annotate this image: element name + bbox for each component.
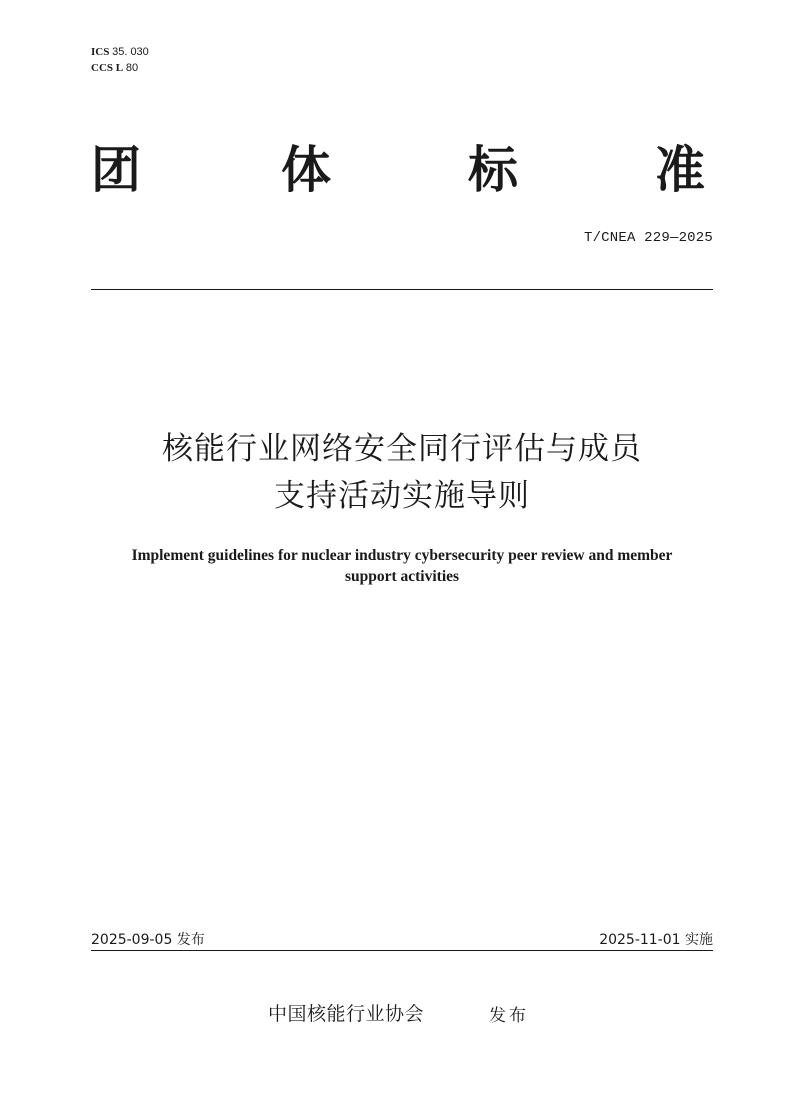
ics-value: 35. 030 <box>112 46 149 58</box>
english-title-line-1: Implement guidelines for nuclear industry cybersecurity peer review and member <box>131 547 673 564</box>
chinese-title-line-2: 支持活动实施导则 <box>274 478 530 514</box>
standard-number: T/CNEA 229—2025 <box>583 230 713 246</box>
ccs-label: CCS L <box>91 62 124 74</box>
ics-line <box>91 44 149 60</box>
english-title-line-2: support activities <box>344 568 460 585</box>
implementation-date: 2025-11-01 实施 <box>599 932 713 948</box>
standard-type-char-3: 标 <box>468 140 518 199</box>
issue-date: 2025-09-05 发布 <box>91 932 205 948</box>
chinese-title-line-1: 核能行业网络安全同行评估与成员 <box>162 431 642 467</box>
standard-type-heading <box>91 140 713 200</box>
ccs-line <box>91 60 149 76</box>
chinese-title <box>60 426 744 520</box>
publisher-action: 发布 <box>489 1006 529 1026</box>
header-divider <box>91 289 713 290</box>
publisher-name: 中国核能行业协会 <box>268 1003 425 1025</box>
footer-divider <box>91 950 713 951</box>
english-title <box>60 545 744 587</box>
standard-type-char-4: 准 <box>655 140 705 199</box>
classification-codes <box>91 44 149 76</box>
ics-label: ICS <box>91 46 110 58</box>
standard-type-char-2: 体 <box>281 140 331 199</box>
ccs-value: 80 <box>125 62 139 74</box>
standard-type-char-1: 团 <box>91 140 141 199</box>
